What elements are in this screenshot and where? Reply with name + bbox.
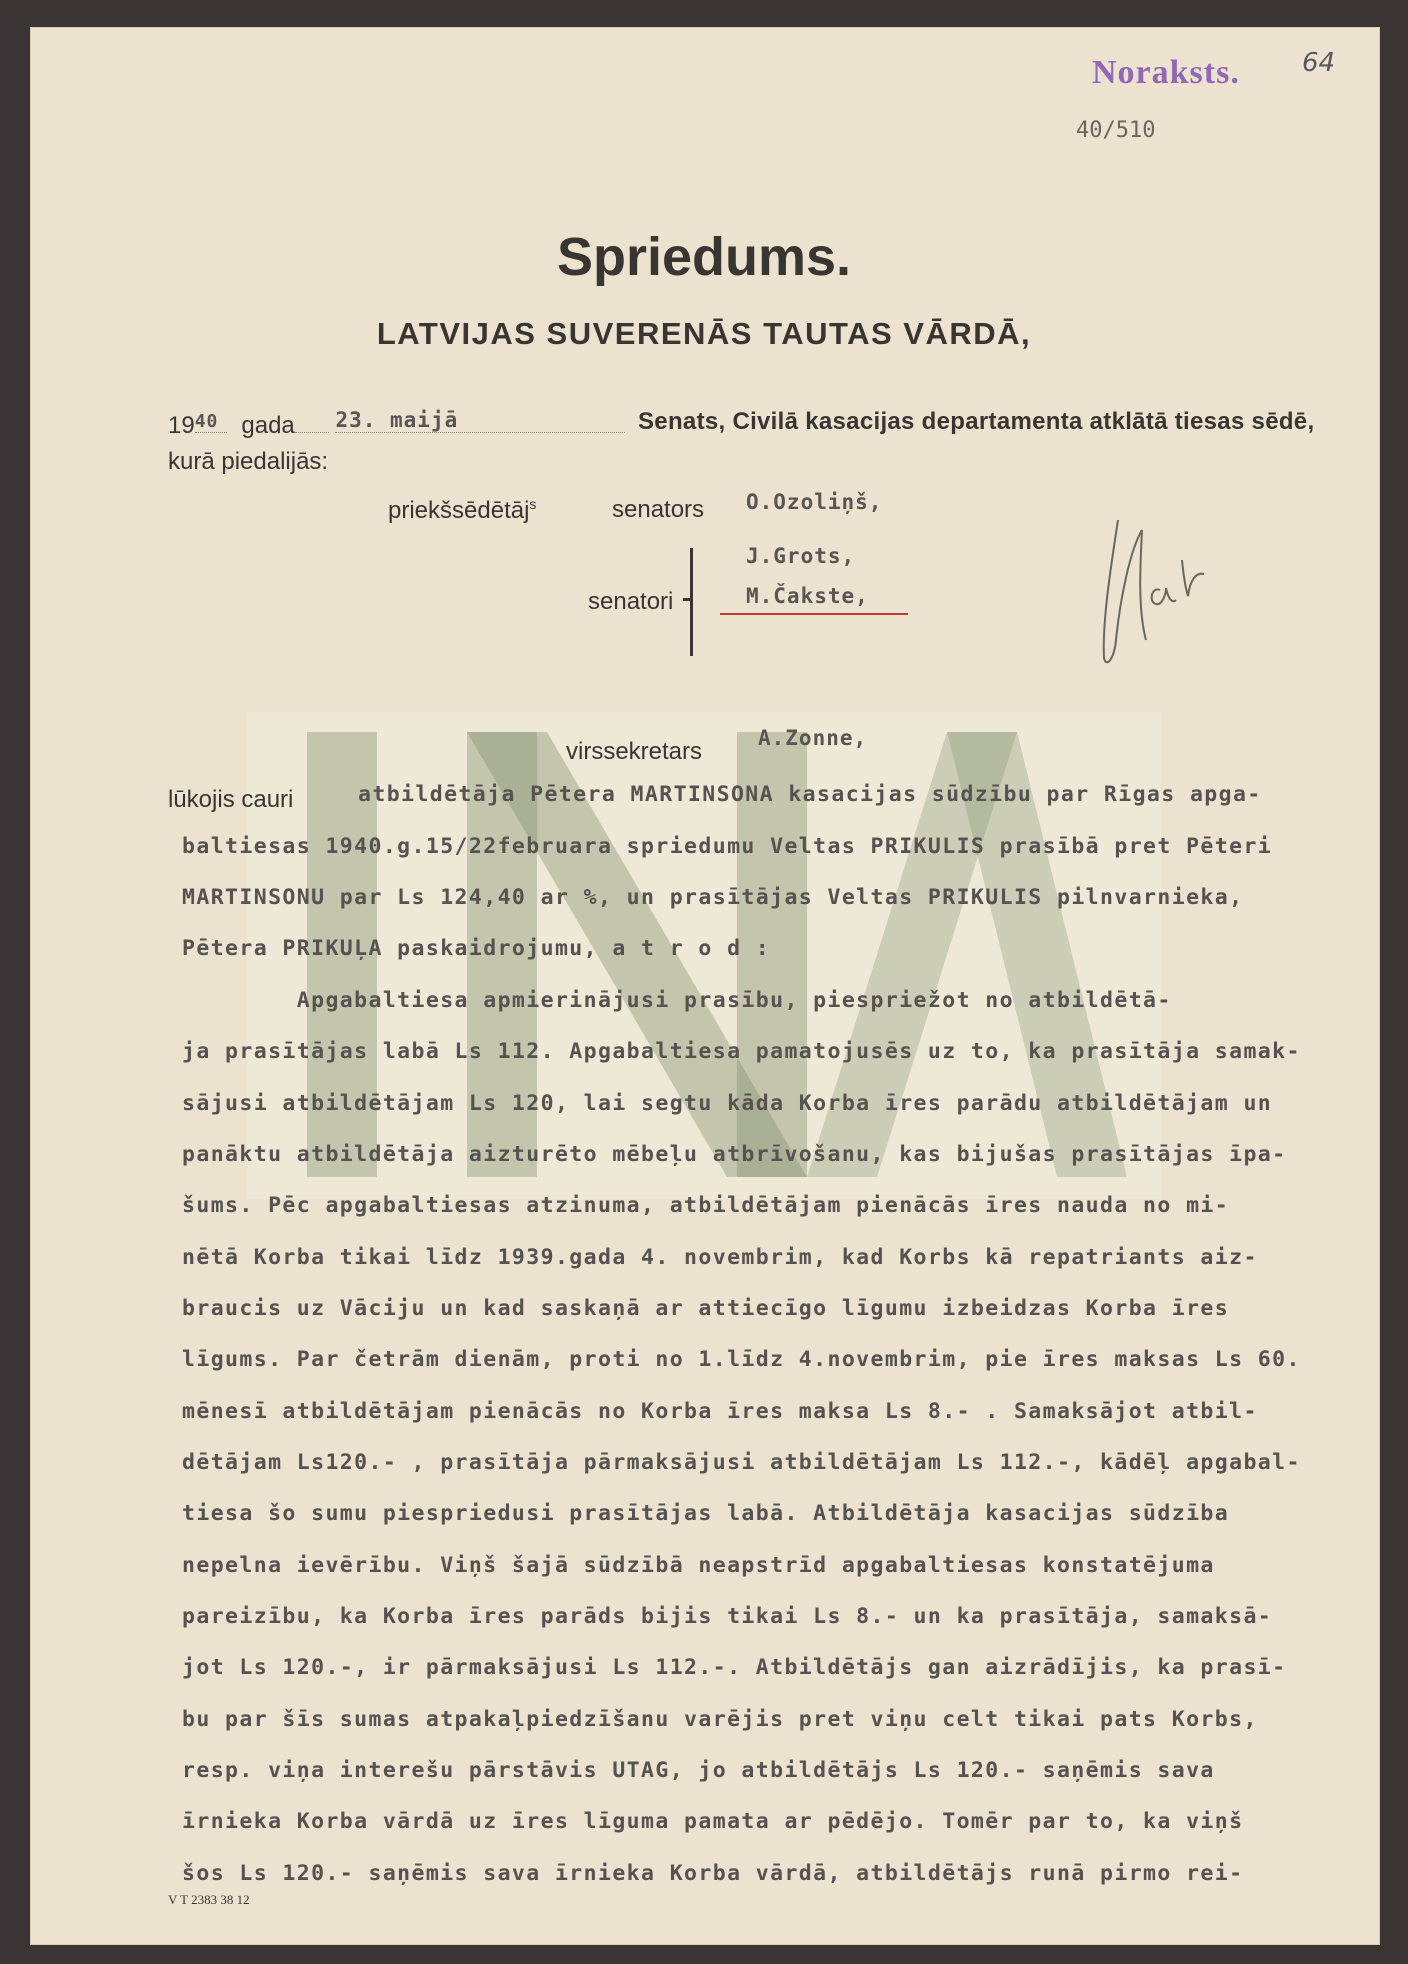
body-line: bu par šīs sumas atpakaļpiedzīšanu varējis pret viņu celt tikai pats Korbs, (182, 1707, 1258, 1732)
chair-suffix: s (529, 496, 537, 512)
date-line (168, 408, 625, 440)
document-title: Spriedums. (556, 227, 852, 287)
body-line: MARTINSONU par Ls 124,40 ar %, un prasītājas Veltas PRIKULIS pilnvarnieka, (182, 885, 1244, 910)
gada-dots (295, 432, 329, 433)
participants-label: kurā piedalijās: (168, 448, 329, 475)
body-line: šos Ls 120.- saņēmis sava īrnieka Korba vārdā, atbildētājs runā pirmo rei- (182, 1861, 1244, 1886)
secretary-name: A.Zonne, (758, 726, 868, 750)
body-line: nētā Korba tikai līdz 1939.gada 4. novembrim, kad Korbs kā repatriants aiz- (182, 1245, 1258, 1270)
body-line: pareizību, ka Korba īres parāds bijis tikai Ls 8.- un ka prasītāja, samaksā- (182, 1604, 1273, 1629)
senators-brace (690, 548, 707, 656)
body-line: Apgabaltiesa apmierinājusi prasību, piespriežot no atbildētā- (182, 988, 1172, 1013)
footer-form-code: V T 2383 38 12 (168, 1892, 250, 1907)
year-typed: 40 (195, 411, 227, 433)
body-line: ja prasītājas labā Ls 112. Apgabaltiesa pamatojusēs uz to, ka prasītāja samak- (182, 1039, 1301, 1064)
body-line: resp. viņa interešu pārstāvis UTAG, jo atbildētājs Ls 120.- saņēmis sava (182, 1758, 1215, 1783)
year-prefix: 19 (168, 412, 195, 439)
body-line: braucis uz Vāciju un kad saskaņā ar attiecīgo līgumu izbeidzas Korba īres (182, 1296, 1230, 1321)
body-line: atbildētāja Pētera MARTINSONA kasacijas sūdzību par Rīgas apga- (358, 782, 1262, 807)
body-line: Pētera PRIKUĻA paskaidrojumu, a t r o d : (182, 936, 771, 961)
senator-name-2: M.Čakste, (746, 584, 869, 608)
body-line: līgums. Par četrām dienām, proti no 1.līdz 4.novembrim, pie īres maksas Ls 60. (182, 1347, 1301, 1372)
senators-brace-tick (683, 598, 691, 601)
body-line: tiesa šo sumu piespriedusi prasītājas labā. Atbildētāja kasacijas sūdzība (182, 1501, 1230, 1526)
handwritten-initials (1090, 490, 1250, 670)
court-name: Senats, Civilā kasacijas departamenta atklātā tiesas sēdē, (638, 408, 1315, 435)
secretary-label: virssekretars (566, 738, 703, 765)
date-typed: 23. maijā (335, 408, 625, 433)
body-line: mēnesī atbildētājam pienācās no Korba īres maksa Ls 8.- . Samaksājot atbil- (182, 1399, 1258, 1424)
page-number: 64 (1302, 48, 1336, 78)
body-line: nepelna ievērību. Viņš šajā sūdzībā neapstrīd apgabaltiesas konstatējuma (182, 1553, 1215, 1578)
reviewed-label: lūkojis cauri (168, 786, 294, 813)
stamp-noraksts: Noraksts. (1092, 54, 1240, 91)
gada-label: gada (241, 412, 295, 439)
chair-label (388, 496, 536, 525)
body-line: šums. Pēc apgabaltiesas atzinuma, atbildētājam pienācās īres nauda no mi- (182, 1193, 1230, 1218)
document-subtitle: LATVIJAS SUVERENĀS TAUTAS VĀRDĀ, (376, 316, 1032, 351)
body-line: jot Ls 120.-, ir pārmaksājusi Ls 112.-. Atbildētājs gan aizrādījis, ka prasī- (182, 1655, 1287, 1680)
red-underline (720, 613, 908, 615)
body-line: baltiesas 1940.g.15/22februara spriedumu Veltas PRIKULIS prasībā pret Pēteri (182, 834, 1273, 859)
chair-name: O.Ozoliņš, (746, 490, 883, 514)
case-reference: 40/510 (1076, 118, 1156, 143)
chair-role: senators (612, 496, 705, 523)
body-line: dētājam Ls120.- , prasītāja pārmaksājusi atbildētājam Ls 112.-, kādēļ apgabal- (182, 1450, 1301, 1475)
senators-label: senatori (588, 588, 674, 615)
body-line: panāktu atbildētāja aizturēto mēbeļu atbrīvošanu, kas bijušas prasītājas īpa- (182, 1142, 1287, 1167)
body-line: sājusi atbildētājam Ls 120, lai segtu kāda Korba īres parādu atbildētājam un (182, 1091, 1273, 1116)
body-line: īrnieka Korba vārdā uz īres līguma pamata ar pēdējo. Tomēr par to, ka viņš (182, 1809, 1244, 1834)
chair-label-text: priekšsēdētāj (388, 497, 530, 524)
senator-name-1: J.Grots, (746, 544, 856, 568)
